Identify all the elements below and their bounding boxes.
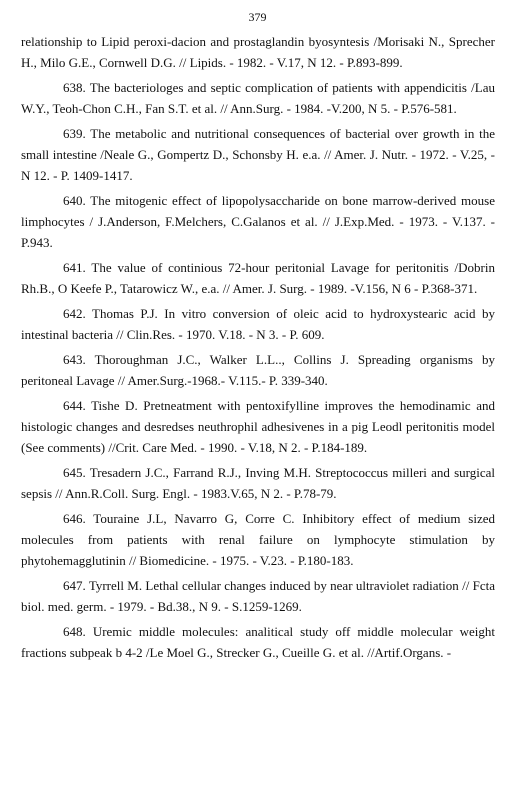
reference-continuation: relationship to Lipid peroxi-dacion and prostaglandin byosyntesis /Morisaki N., Sprecher H., Milo G.E., Cornwell D.G. // Lipids. - 1982. - V.17, N 12. - P.893-899. <box>21 34 495 70</box>
reference-642: 642. Thomas P.J. In vitro conversion of oleic acid to hydroxystearic acid by intestinal bacteria // Clin.Res. - 1970. V.18. - N 3. - P. 609. <box>21 306 495 342</box>
reference-646: 646. Touraine J.L, Navarro G, Corre C. Inhibitory effect of medium sized molecules from patients with renal failure on lymphocyte stimulation by phytohemagglutinin // Biomedicine. - 1975. - V.23. - P.180-183. <box>21 511 495 568</box>
reference-list <box>21 31 495 667</box>
page-number: 379 <box>248 10 267 24</box>
reference-639: 639. The metabolic and nutritional consequences of bacterial over growth in the small intestine /Neale G., Gompertz D., Schonsby H. e.a. // Amer. J. Nutr. - 1972. - V.25, - N 12. - P. 1409-1417. <box>21 126 495 183</box>
reference-645: 645. Tresadern J.C., Farrand R.J., Inving M.H. Streptococcus milleri and surgical sepsis // Ann.R.Coll. Surg. Engl. - 1983.V.65, N 2. - P.78-79. <box>21 465 495 501</box>
reference-643: 643. Thoroughman J.C., Walker L.L.., Collins J. Spreading organisms by peritoneal Lavage // Amer.Surg.-1968.- V.115.- P. 339-340. <box>21 352 495 388</box>
reference-640: 640. The mitogenic effect of lipopolysaccharide on bone marrow-derived mouse limphocytes / J.Anderson, F.Melchers, C.Galanos et al. // J.Exp.Med. - 1973. - V.137. - P.943. <box>21 193 495 250</box>
reference-647: 647. Tyrrell M. Lethal cellular changes induced by near ultraviolet radiation // Fcta biol. med. germ. - 1979. - Bd.38., N 9. - S.1259-1269. <box>21 578 495 614</box>
reference-638: 638. The bacteriologes and septic complication of patients with appendicitis /Lau W.Y., Teoh-Chon C.H., Fan S.T. et al. // Ann.Surg. - 1984. -V.200, N 5. - P.576-581. <box>21 80 495 116</box>
reference-644: 644. Tishe D. Pretneatment with pentoxifylline improves the hemodinamic and histologic changes and desredses neuthrophil adhesivenes in a pig Leodl peritonitis model (See comments) //Crit. Care Med. - 1990. - V.18, N 2. - P.184-189. <box>21 398 495 455</box>
reference-641: 641. The value of continious 72-hour peritonial Lavage for peritonitis /Dobrin Rh.B., O Keefe P., Tatarowicz W., e.a. // Amer. J. Surg. - 1989. -V.156, N 6 - P.368-371. <box>21 260 495 296</box>
reference-648: 648. Uremic middle molecules: analitical study off middle molecular weight fractions subpeak b 4-2 /Le Moel G., Strecker G., Cueille G. et al. //Artif.Organs. - <box>21 624 495 660</box>
